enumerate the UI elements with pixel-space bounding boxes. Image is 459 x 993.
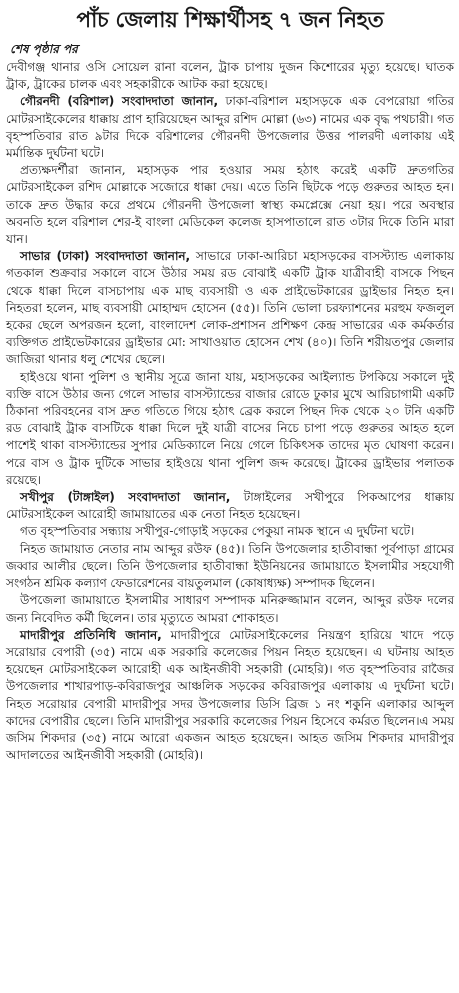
paragraph (6, 248, 454, 368)
paragraph-text: হাইওয়ে থানা পুলিশ ও স্থানীয় সূত্রে জানা যায়, মহাসড়কের আইল্যান্ড টপকিয়ে সকালে দুই ব্যক্তি বাসে উঠার জন্য গেলে সাভার বাসস্ট্যান্ডের বাজার রোডে ঢুকার মুখে আরিচাগামী একটি ঠিকানা পরিবহনের বাস দ্রুত গতিতে গিয়ে হঠাৎ ব্রেক করলে পিছন দিক থেকে ২০ টনি একটি রড বোঝাই ট্রাক বাসটিকে ধাক্কা দিলে দুই যাত্রী বাসের নিচে চাপা পড়ে গুরুতর আহত হলে পাশেই থাকা বাসস্ট্যান্ডের সুপার মেডিক্যালে নিয়ে গেলে চিকিৎসক তাদের মৃত ঘোষণা করেন। পরে বাস ও ট্রাক দুটিকে সাভার হাইওয়ে থানা পুলিশ জব্দ করেছে। ট্রাকের ড্রাইভার পলাতক রয়েছে। (6, 369, 454, 487)
paragraph (6, 59, 454, 93)
paragraph (6, 162, 454, 248)
paragraph-text: উপজেলা জামায়াতে ইসলামীর সাধারণ সম্পাদক মনিরুজ্জামান বলেন, আব্দুর রউফ দলের জন্য নিবেদিত কর্মী ছিলেন। তার মৃত্যুতে আমরা শোকাহত। (6, 593, 454, 625)
paragraph-dateline: সাভার (ঢাকা) সংবাদদাতা জানান, (20, 249, 190, 264)
paragraph-dateline: সখীপুর (টাঙ্গাইল) সংবাদদাতা জানান, (20, 490, 231, 505)
paragraph-text: নিহত জামায়াত নেতার নাম আব্দুর রউফ (৪৫)। তিনি উপজেলার হাতীবান্ধা পূর্বপাড়া গ্রামের জব্বার আলীর ছেলে। তিনি উপজেলার হাতীবান্ধা ইউনিয়নের জামায়াতে ইসলামীর সহযোগী সংগঠন শ্রমিক কল্যাণ ফেডারেশনের বায়তুলমাল (কোষাধ্যক্ষ) সম্পাদক ছিলেন। (6, 541, 454, 591)
paragraph-text: প্রত্যক্ষদর্শীরা জানান, মহাসড়ক পার হওয়ার সময় হঠাৎ করেই একটি দ্রুতগতির মোটরসাইকেল রশিদ মোল্লাকে সজোরে ধাক্কা দেয়। এতে তিনি ছিটকে পড়ে গুরুতর আহত হন। তাকে দ্রুত উদ্ধার করে প্রথমে গৌরনদী উপজেলা স্বাস্থ্য কমপ্লেক্সে নেয়া হয়। পরে অবস্থার অবনতি হলে বরিশাল শের-ই বাংলা মেডিকেল কলেজ হাসপাতালে রাত ৩টার দিকে তিনি মারা যান। (6, 163, 454, 247)
paragraph-dateline: মাদারীপুর প্রতিনিধি জানান, (20, 627, 162, 642)
paragraph (6, 93, 454, 162)
paragraph (6, 592, 454, 626)
paragraph-text: গত বৃহস্পতিবার সন্ধ্যায় সখীপুর-গোড়াই সড়কের পেকুয়া নামক স্থানে এ দুর্ঘটনা ঘটে। (20, 524, 415, 539)
paragraph (6, 541, 454, 593)
paragraph (6, 369, 454, 489)
paragraph-text: দেবীগঞ্জ থানার ওসি সোয়েল রানা বলেন, ট্রাক চাপায় দুজন কিশোরের মৃত্যু হয়েছে। ঘাতক ট্রাক, ট্রাকের চালক এবং সহকারীকে আটক করা হয়েছে। (6, 60, 454, 92)
paragraph-text: সাভারে ঢাকা-আরিচা মহাসড়কের বাসস্ট্যান্ড এলাকায় গতকাল শুক্রবার সকালে বাসে উঠার সময় রড বোঝাই একটি ট্রাক যাত্রীবাহী বাসকে পিছন থেকে ধাক্কা দিলে বাসচাপায় এক মাছ ব্যবসায়ী ও এক প্রাইভেটকারের ড্রাইভার নিহত হন। নিহতরা হলেন, মাছ ব্যবসায়ী মোহাম্মদ হোসেন (৫৫)। তিনি ভোলা চরফ্যাশনের মরহুম ফজলুল হকের ছেলে অপরজন হলো, বাংলাদেশ লোক-প্রশাসন প্রশিক্ষণ কেন্দ্র সাভারের এক কর্মকর্তার ব্যক্তিগত প্রাইভেটকারের ড্রাইভার মো: সাখাওয়াত হোসেন শেখ (৪০)। তিনি শরীয়তপুর জেলার জাজিরা থানার ধলু শেখের ছেলে। (6, 249, 454, 367)
article-body (6, 59, 454, 764)
paragraph-dateline: গৌরনদী (বরিশাল) সংবাদদাতা জানান, (20, 94, 218, 109)
paragraph (6, 489, 454, 523)
continued-from-label: শেষ পৃষ্ঠার পর (10, 42, 78, 56)
headline: পাঁচ জেলায় শিক্ষার্থীসহ ৭ জন নিহত (76, 8, 384, 33)
paragraph-text: টাঙ্গাইলের সখীপুরে পিকআপের ধাক্কায় মোটরসাইকেল আরোহী জামায়াতের এক নেতা নিহত হয়েছেন। (6, 490, 455, 522)
paragraph (6, 627, 454, 765)
paragraph (6, 523, 454, 540)
paragraph-text: মাদারীপুরে মোটরসাইকেলের নিয়ন্ত্রণ হারিয়ে খাদে পড়ে সরোয়ার বেপারী (৩৫) নামে এক সরকারি কলেজের পিয়ন নিহত হয়েছেন। এ ঘটনায় আহত হয়েছেন মোটরসাইকেল আরোহী এক আইনজীবী সহকারী (মোহরি)। গত বৃহস্পতিবার রাজৈর উপজেলার শাখারপাড়-কবিরাজপুর আঞ্চলিক সড়কের কবিরাজপুর এলাকায় এ দুর্ঘটনা ঘটে। নিহত সরোয়ার বেপারী মাদারীপুর সদর উপজেলার ডিসি ব্রিজ ১ নং শকুনি এলাকার আব্দুল কাদের বেপারীর ছেলে। তিনি মাদারীপুর সরকারি কলেজের পিয়ন হিসেবে কর্মরত ছিলেন।এ সময় জসিম শিকদার (৩৫) নামে আরো একজন আহত হয়েছেন। আহত জসিম শিকদার মাদারীপুর আদালতের আইনজীবী সহকারী (মোহরি)। (6, 627, 454, 763)
paragraph-text: ঢাকা-বরিশাল মহাসড়কে এক বেপরোয়া গতির মোটরসাইকেলের ধাক্কায় প্রাণ হারিয়েছেন আব্দুর রশিদ মোল্লা (৬৩) নামের এক বৃদ্ধ পথচারী। গত বৃহস্পতিবার রাত ৯টার দিকে বরিশালের গৌরনদী উপজেলার উত্তর পালরদী এলাকায় এই মর্মান্তিক দুর্ঘটনা ঘটে। (6, 94, 454, 161)
